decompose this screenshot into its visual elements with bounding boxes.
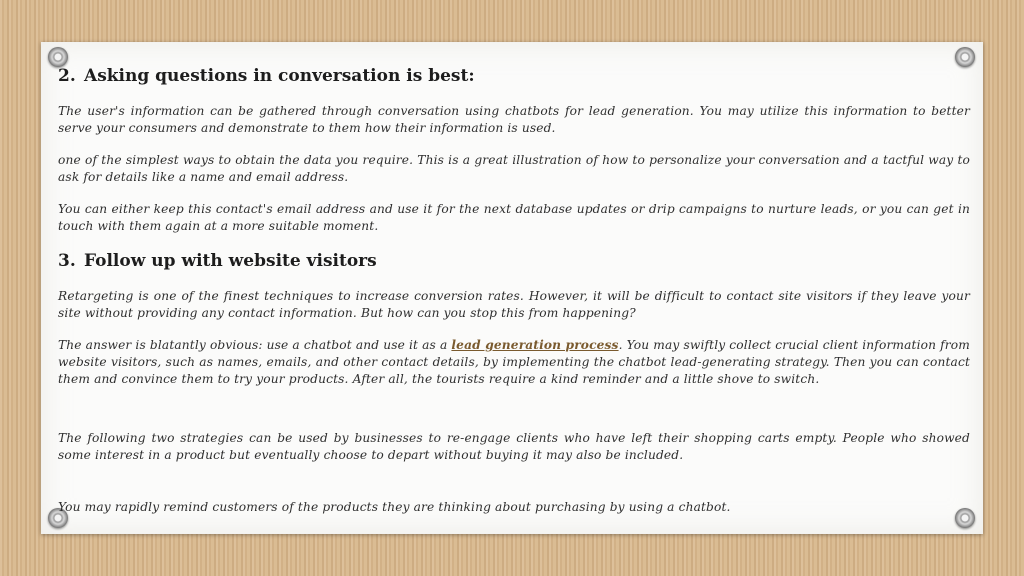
section-2-heading: [58, 66, 475, 86]
section-2-paragraph-2: one of the simplest ways to obtain the data you require. This is a great illustration of how to personalize your conversation and a tactful way to ask for details like a name and email address.: [58, 153, 970, 184]
section-3-paragraph-3: The following two strategies can be used by businesses to re-engage clients who have left their shopping carts empty. People who showed some interest in a product but eventually choose to depart without buying it may also be included.: [58, 431, 970, 462]
section-3-paragraph-4: You may rapidly remind customers of the products they are thinking about purchasing by using a chatbot.: [58, 500, 731, 514]
section-3-heading: [58, 251, 377, 271]
lead-generation-link[interactable]: lead generation process: [451, 338, 619, 352]
section-2-number: 2.: [58, 66, 76, 86]
paragraph-2-text-before: The answer is blatantly obvious: use a chatbot and use it as a: [58, 338, 452, 352]
section-2-paragraph-1: The user's information can be gathered through conversation using chatbots for lead generation. You may utilize this information to better serve your consumers and demonstrate to them how their information is used.: [58, 104, 970, 135]
pin-top-right-icon: [955, 47, 975, 67]
section-2-paragraph-3: You can either keep this contact's email address and use it for the next database updates or drip campaigns to nurture leads, or you can get in touch with them again at a more suitable moment.: [58, 202, 970, 233]
section-2-title: Asking questions in conversation is best:: [84, 66, 475, 86]
section-3-number: 3.: [58, 251, 76, 271]
paragraph-2-text-after: . You may swiftly collect crucial client information from website visitors, such as names, emails, and other contact details, by implementing the chatbot lead-generating strategy. Then you can contact them and convince them to try your products. After all, the tourists require a kind reminder and a little shove to switch.: [58, 338, 970, 386]
section-3-paragraph-2: [58, 337, 970, 388]
pin-top-left-icon: [48, 47, 68, 67]
section-3-paragraph-1: Retargeting is one of the finest techniques to increase conversion rates. However, it will be difficult to contact site visitors if they leave your site without providing any contact information. But how can you stop this from happening?: [58, 289, 970, 320]
section-3-title: Follow up with website visitors: [84, 251, 377, 271]
